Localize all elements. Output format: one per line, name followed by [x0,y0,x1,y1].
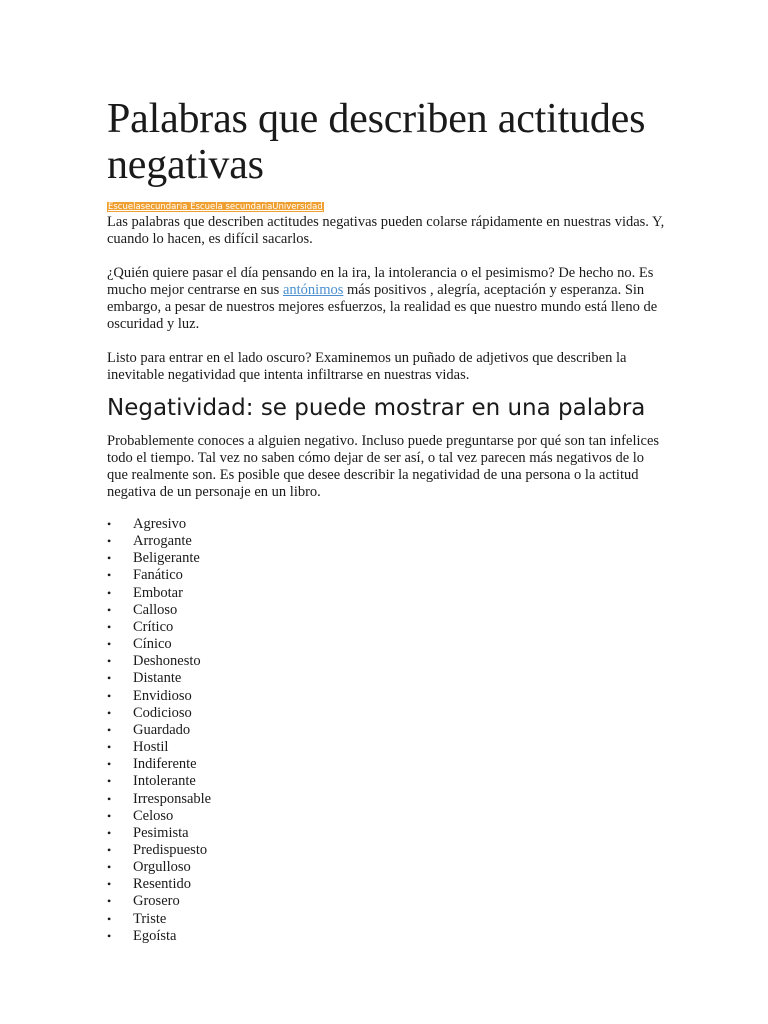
list-item [107,876,667,893]
list-item [107,773,667,790]
bullet-icon: • [107,860,112,875]
bullet-icon: • [107,517,112,531]
bullet-icon: • [107,602,112,617]
list-item [107,567,667,584]
bullet-icon: • [107,808,112,823]
list-item [107,842,667,859]
list-item [107,928,667,945]
bullet-icon: • [107,637,112,652]
list-item [107,893,667,910]
bullet-icon: • [107,619,112,634]
list-item [107,859,667,876]
adjective-list [107,516,667,945]
list-item [107,619,667,636]
list-item-label: Hostil [133,739,169,756]
list-item-label: Intolerante [133,773,196,790]
list-item [107,653,667,670]
bullet-icon: • [107,774,112,789]
list-item [107,808,667,825]
list-item-label: Guardado [133,721,191,738]
list-item [107,705,667,722]
bullet-icon: • [107,757,112,772]
intro-paragraph-3: Listo para entrar en el lado oscuro? Examinemos un puñado de adjetivos que describen la inevitable negatividad que intenta infiltrarse en nuestras vidas. [107,350,627,383]
list-item-label: Egoísta [133,927,177,944]
list-item-label: Calloso [133,601,178,618]
list-item-label: Resentido [133,876,191,893]
list-item-label: Celoso [133,807,174,824]
list-item [107,825,667,842]
list-item [107,550,667,567]
list-item-label: Envidioso [133,687,192,704]
list-item-label: Fanático [133,567,183,584]
bullet-icon: • [107,911,112,926]
list-item-label: Orgulloso [133,859,191,876]
antonimos-link[interactable]: antónimos [282,282,344,298]
list-item [107,602,667,619]
section-paragraph: Probablemente conoces a alguien negativo. Incluso puede preguntarse por qué son tan infelices todo el tiempo. Tal vez no saben cómo dejar de ser así, o tal vez parecen más negativos de lo que realmente son. Es posible que desee describir la negatividad de una persona o la actitud negativa de un personaje en un libro. [107,433,660,500]
list-item-label: Codicioso [133,704,192,721]
list-item-label: Beligerante [133,550,200,567]
bullet-icon: • [107,791,112,806]
list-item [107,756,667,773]
bullet-icon: • [107,740,112,755]
category-tags-link[interactable]: Escuelasecundaria Escuela secundariaUniversidad [108,202,323,212]
bullet-icon: • [107,825,112,840]
list-item-label: Indiferente [133,756,197,773]
bullet-icon: • [107,705,112,720]
list-item-label: Distante [133,670,182,687]
list-item [107,533,667,550]
list-item [107,911,667,928]
list-item [107,722,667,739]
document-page [107,96,667,945]
intro-paragraph-2-text-end: más positivos , alegría, aceptación y esperanza. Sin embargo, a pesar de nuestros mejores esfuerzos, la realidad es que nuestro mundo está lleno de oscuridad y luz. [107,282,658,332]
list-item-label: Embotar [133,584,183,601]
list-item [107,739,667,756]
bullet-icon: • [107,534,112,549]
list-item-label: Grosero [133,893,180,910]
intro-paragraph-1: Las palabras que describen actitudes negativas pueden colarse rápidamente en nuestras vidas. Y, cuando lo hacen, es difícil sacarlos. [107,214,665,247]
bullet-icon: • [107,671,112,686]
section-heading: Negatividad: se puede mostrar en una palabra [107,395,646,421]
list-item [107,585,667,602]
list-item-label: Crítico [133,618,174,635]
bullet-icon: • [107,894,112,909]
list-item [107,636,667,653]
bullet-icon: • [107,722,112,737]
list-item-label: Agresivo [133,516,187,532]
bullet-icon: • [107,877,112,892]
list-item-label: Irresponsable [133,790,212,807]
list-item-label: Triste [133,910,167,927]
bullet-icon: • [107,568,112,583]
list-item [107,516,667,533]
bullet-icon: • [107,551,112,566]
bullet-icon: • [107,654,112,669]
intro-paragraph-2 [107,265,667,333]
list-item-label: Deshonesto [133,653,201,670]
list-item-label: Predispuesto [133,841,208,858]
list-item [107,791,667,808]
bullet-icon: • [107,688,112,703]
list-item-label: Pesimista [133,824,189,841]
list-item [107,688,667,705]
bullet-icon: • [107,928,112,943]
list-item-label: Arrogante [133,533,192,550]
list-item [107,670,667,687]
intro-paragraph-2-text-start: ¿Quién quiere pasar el día pensando en la ira, la intolerancia o el pesimismo? De hecho no. Es mucho mejor centrarse en sus [107,265,654,298]
page-title: Palabras que describen actitudes negativas [107,96,646,188]
bullet-icon: • [107,842,112,857]
list-item-label: Cínico [133,636,172,653]
bullet-icon: • [107,585,112,600]
